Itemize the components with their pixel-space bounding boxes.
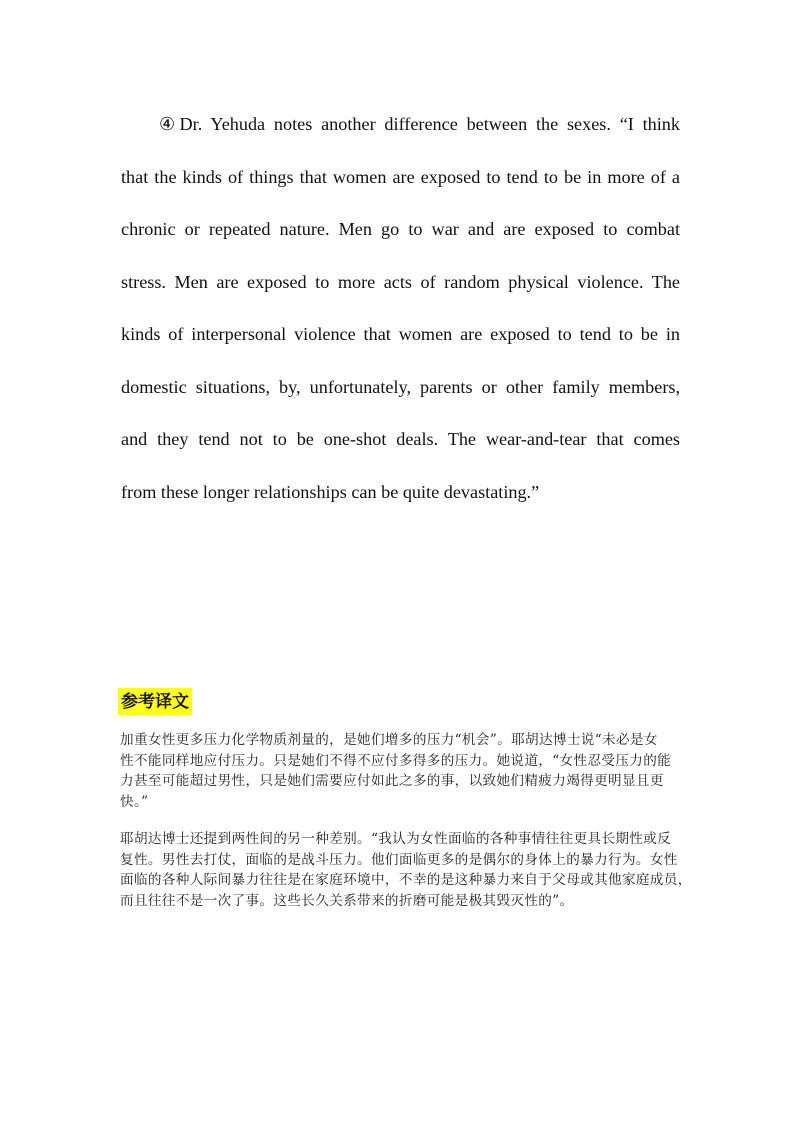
english-line: from these longer relationships can be quite devastating.” [121, 481, 540, 502]
english-line: and they tend not to be one-shot deals. The wear-and-tear that comes [121, 429, 680, 449]
english-line: ④Dr. Yehuda notes another difference between the sexes. “I think [159, 114, 680, 134]
translation-paragraph-1 [120, 730, 685, 812]
english-line: kinds of interpersonal violence that women are exposed to tend to be in [121, 324, 680, 344]
translation-heading: 参考译文 [118, 688, 192, 715]
english-line: chronic or repeated nature. Men go to war and are exposed to combat [121, 219, 680, 239]
translation-line: 而且往往不是一次了事。这些长久关系带来的折磨可能是极其毁灭性的”。 [120, 892, 574, 909]
translation-line: 性不能同样地应付压力。只是她们不得不应付多得多的压力。她说道，“女性忍受压力的能 [120, 752, 672, 769]
english-line: domestic situations, by, unfortunately, parents or other family members, [121, 376, 680, 397]
english-line: that the kinds of things that women are exposed to tend to be in more of a [121, 166, 680, 187]
translation-line: 耶胡达博士还提到两性间的另一种差别。“我认为女性面临的各种事情往往更具长期性或反 [120, 831, 672, 847]
english-paragraph [121, 98, 680, 518]
translation-line: 加重女性更多压力化学物质剂量的，是她们增多的压力“机会”。耶胡达博士说“未必是女 [120, 732, 658, 748]
english-line: stress. Men are exposed to more acts of random physical violence. The [121, 271, 680, 292]
translation-line: 复性。男性去打仗，面临的是战斗压力。他们面临更多的是偶尔的身体上的暴力行为。女性 [120, 851, 678, 868]
translation-line: 力甚至可能超过男性，只是她们需要应付如此之多的事，以致她们精疲力竭得更明显且更 [120, 773, 664, 789]
translation-paragraph-2 [120, 829, 692, 911]
translation-line: 快。” [120, 793, 149, 810]
translation-line: 面临的各种人际间暴力往往是在家庭环境中，不幸的是这种暴力来自于父母或其他家庭成员， [120, 872, 692, 888]
